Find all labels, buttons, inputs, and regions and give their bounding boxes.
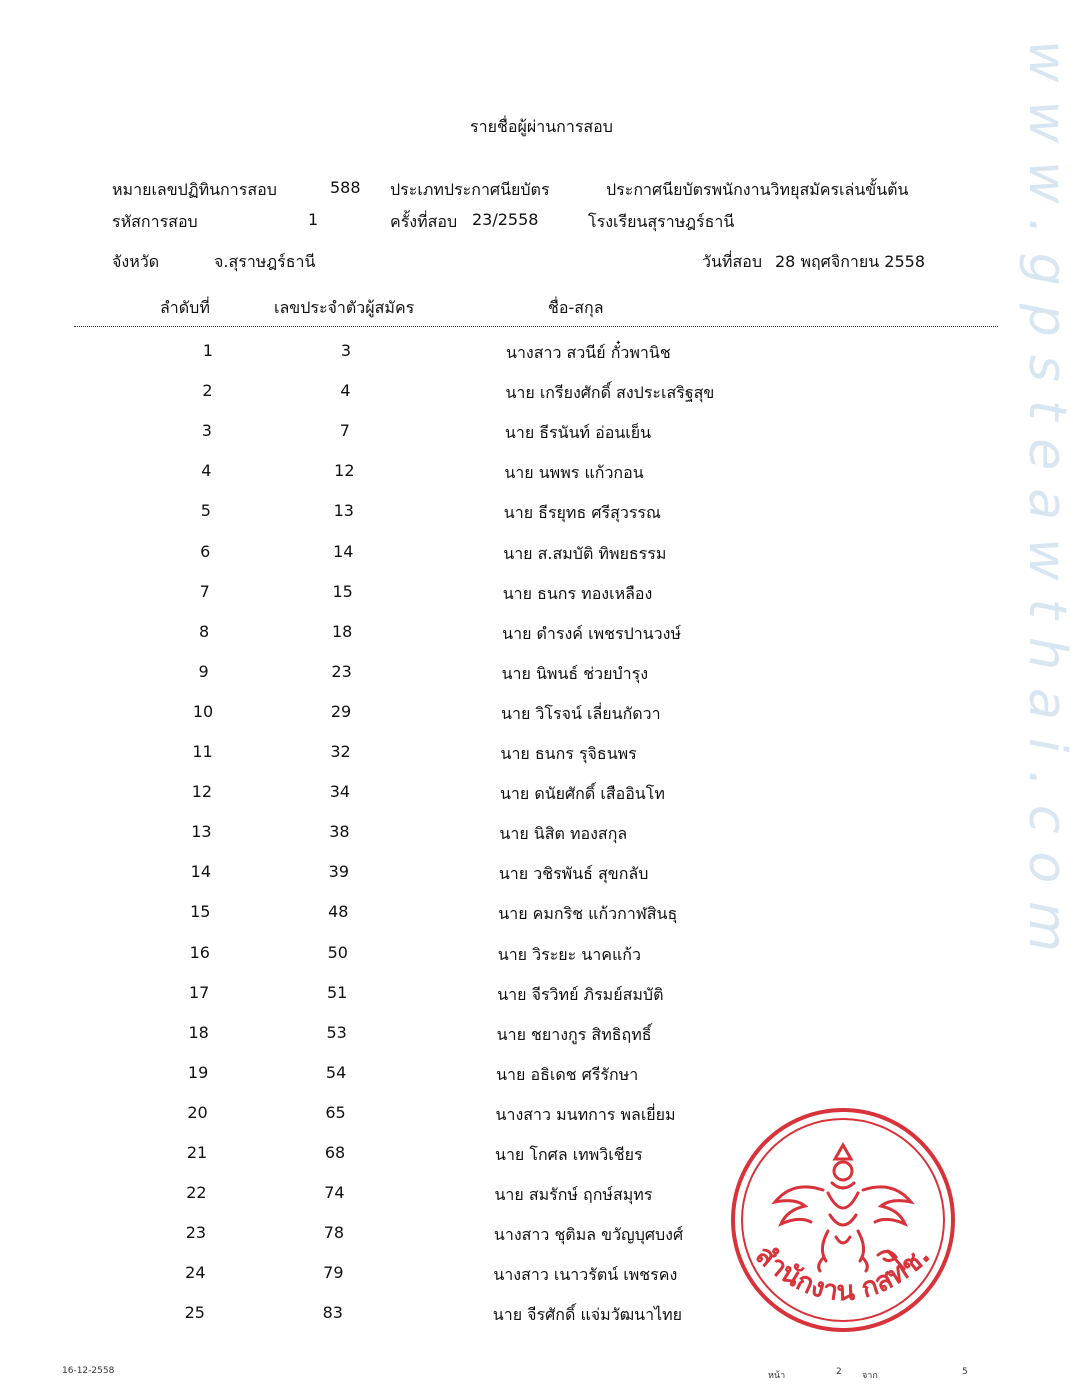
header-code-label: รหัสการสอบ — [112, 212, 198, 231]
row-full-name: นาย นิพนธ์ ช่วยบำรุง — [501, 663, 649, 683]
row-applicant-id: 34 — [329, 782, 351, 802]
row-full-name: นางสาว สวนีย์ กั๋วพานิช — [506, 343, 671, 362]
row-full-name: นาย ชยางกูร สิทธิฤทธิ์ — [496, 1024, 652, 1044]
page-of-label: จาก — [862, 1371, 878, 1381]
row-applicant-id: 51 — [327, 982, 348, 1002]
watermark: www.gpsteawthai.com — [1017, 40, 1077, 970]
row-full-name: นาย คมกริช แก้วกาฬสินธุ — [498, 904, 678, 924]
header-venue: โรงเรียนสุราษฎร์ธานี — [588, 212, 735, 231]
row-full-name: นาย ดนัยศักดิ์ เสืออินโท — [499, 784, 665, 804]
row-sequence: 11 — [192, 742, 213, 761]
row-sequence: 24 — [185, 1263, 206, 1283]
row-full-name: นาย นพพร แก้วกอน — [504, 463, 644, 483]
row-applicant-id: 7 — [339, 421, 350, 441]
header-date-label: วันที่สอบ — [702, 252, 762, 271]
row-full-name: นาย วิโรจน์ เลี่ยนกัดวา — [501, 703, 661, 723]
table-row — [0, 421, 1083, 461]
table-row — [0, 542, 1083, 582]
row-full-name: นาย วิระยะ นาคแก้ว — [497, 944, 641, 964]
row-applicant-id: 65 — [325, 1102, 346, 1122]
print-date: 16-12-2558 — [62, 1366, 115, 1376]
row-full-name: นางสาว ชุติมล ขวัญบุศบงศ์ — [493, 1225, 684, 1245]
column-header-name: ชื่อ-สกุล — [548, 298, 604, 317]
row-sequence: 4 — [201, 461, 212, 481]
row-sequence: 3 — [201, 421, 212, 441]
table-row — [0, 341, 1083, 381]
row-sequence: 9 — [198, 661, 209, 681]
row-sequence: 19 — [187, 1062, 209, 1082]
row-full-name: นางสาว มนทการ พลเยี่ยม — [495, 1104, 676, 1124]
row-sequence: 14 — [190, 862, 212, 882]
page-label: หน้า — [768, 1371, 786, 1381]
row-full-name: นางสาว เนาวรัตน์ เพชรคง — [493, 1265, 678, 1285]
row-full-name: นาย โกศล เทพวิเชียร — [495, 1145, 643, 1164]
header-op-label: หมายเลขปฏิทินการสอบ — [112, 180, 277, 199]
row-applicant-id: 50 — [327, 942, 348, 962]
table-row — [0, 1023, 1083, 1063]
table-row — [0, 742, 1083, 782]
row-applicant-id: 18 — [331, 621, 353, 641]
row-applicant-id: 4 — [340, 381, 351, 401]
row-sequence: 18 — [188, 1022, 209, 1042]
row-applicant-id: 78 — [323, 1223, 345, 1243]
table-row — [0, 622, 1083, 662]
table-row — [0, 943, 1083, 983]
row-sequence: 2 — [202, 381, 213, 401]
row-full-name: นาย จีรวิทย์ ภิรมย์สมบัติ — [497, 984, 664, 1004]
row-full-name: นาย นิสิต ทองสกุล — [499, 824, 628, 844]
row-full-name: นาย วชิรพันธ์ สุขกลับ — [498, 864, 649, 884]
row-applicant-id: 74 — [324, 1183, 345, 1203]
row-applicant-id: 68 — [324, 1143, 346, 1162]
document-title: รายชื่อผู้ผ่านการสอบ — [470, 117, 613, 136]
header-divider — [74, 326, 998, 327]
row-applicant-id: 38 — [329, 822, 350, 842]
row-full-name: นาย อธิเดช ศรีรักษา — [496, 1064, 639, 1084]
row-sequence: 20 — [187, 1102, 208, 1122]
table-row — [0, 902, 1083, 942]
row-sequence: 1 — [202, 341, 214, 360]
table-row — [0, 702, 1083, 742]
row-applicant-id: 53 — [326, 1022, 347, 1042]
row-full-name: นาย ดำรงค์ เพชรปานวงษ์ — [502, 623, 681, 643]
row-applicant-id: 29 — [330, 701, 352, 721]
seal-caption: สำนักงาน กสทช. — [749, 1239, 937, 1308]
row-sequence: 8 — [199, 621, 210, 641]
row-sequence: 6 — [200, 541, 211, 561]
table-row — [0, 983, 1083, 1023]
row-applicant-id: 83 — [322, 1303, 343, 1323]
row-full-name: นาย ธนกร ทองเหลือง — [502, 583, 653, 603]
row-sequence: 16 — [189, 942, 210, 962]
header-round-value: 23/2558 — [472, 210, 539, 229]
header-province-value: จ.สุราษฎร์ธานี — [214, 252, 316, 271]
row-applicant-id: 54 — [325, 1062, 347, 1082]
row-sequence: 23 — [185, 1223, 207, 1243]
table-row — [0, 381, 1083, 421]
row-applicant-id: 39 — [328, 862, 350, 882]
row-applicant-id: 3 — [340, 341, 352, 360]
row-full-name: นาย ธีรนันท์ อ่อนเย็น — [504, 423, 652, 443]
table-row — [0, 662, 1083, 702]
table-row — [0, 1063, 1083, 1103]
table-row — [0, 782, 1083, 822]
column-header-seq: ลำดับที่ — [160, 298, 210, 317]
row-full-name: นาย เกรียงศักดิ์ สงประเสริฐสุข — [505, 383, 715, 403]
row-applicant-id: 12 — [334, 461, 355, 481]
row-sequence: 25 — [184, 1303, 205, 1323]
row-applicant-id: 13 — [333, 501, 354, 521]
row-full-name: นาย จีรศักดิ์ แจ่มวัฒนาไทย — [492, 1305, 683, 1325]
nbtc-seal-stamp — [728, 1105, 958, 1335]
table-row — [0, 461, 1083, 501]
table-row — [0, 822, 1083, 862]
row-applicant-id: 79 — [323, 1263, 344, 1283]
row-full-name: นาย ส.สมบัติ ทิพยธรรม — [503, 543, 667, 563]
row-sequence: 17 — [189, 982, 210, 1002]
row-sequence: 21 — [186, 1143, 208, 1162]
row-applicant-id: 14 — [333, 541, 354, 561]
header-op-value: 588 — [330, 178, 361, 197]
row-sequence: 7 — [199, 581, 210, 601]
header-type-value: ประกาศนียบัตรพนักงานวิทยุสมัครเล่นขั้นต้น — [606, 180, 909, 199]
page-total: 5 — [962, 1367, 968, 1377]
header-province-label: จังหวัด — [112, 252, 160, 271]
row-sequence: 10 — [192, 701, 214, 721]
row-sequence: 22 — [186, 1183, 207, 1203]
row-full-name: นาย ธนกร รุจิธนพร — [500, 744, 637, 763]
header-type-label: ประเภทประกาศนียบัตร — [390, 180, 550, 199]
column-header-id: เลขประจำตัวผู้สมัคร — [274, 298, 415, 317]
row-full-name: นาย ธีรยุทธ ศรีสุวรรณ — [503, 503, 661, 523]
page-number: 2 — [836, 1367, 842, 1377]
row-sequence: 12 — [191, 782, 213, 802]
header-date-value: 28 พฤศจิกายน 2558 — [775, 252, 925, 271]
table-row — [0, 582, 1083, 622]
header-round-label: ครั้งที่สอบ — [390, 212, 458, 231]
row-applicant-id: 48 — [328, 902, 349, 922]
row-sequence: 15 — [190, 902, 211, 922]
row-applicant-id: 15 — [332, 581, 353, 601]
header-code-value: 1 — [308, 210, 319, 229]
row-sequence: 5 — [200, 501, 211, 521]
row-applicant-id: 23 — [331, 661, 352, 681]
table-row — [0, 862, 1083, 902]
row-sequence: 13 — [191, 822, 212, 842]
row-applicant-id: 32 — [330, 742, 351, 761]
table-row — [0, 501, 1083, 541]
row-full-name: นาย สมรักษ์ ฤกษ์สมุทร — [494, 1185, 653, 1205]
